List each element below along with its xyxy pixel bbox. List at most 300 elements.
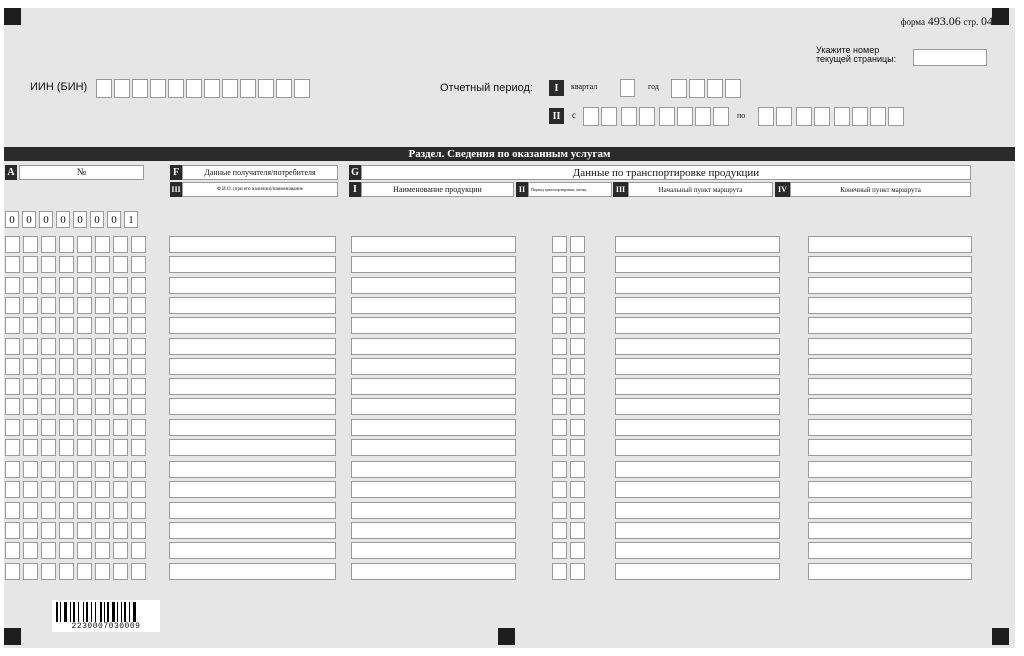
row-number-cell[interactable] [113, 481, 128, 498]
row-number-cell[interactable] [41, 236, 56, 253]
row-number-cell[interactable] [95, 338, 110, 355]
row-number-cell[interactable] [5, 398, 20, 415]
row-number-cell[interactable] [23, 338, 38, 355]
row-number-cell[interactable] [23, 297, 38, 314]
row-number-cell[interactable] [23, 317, 38, 334]
row-number-cell[interactable] [41, 297, 56, 314]
product-name-input[interactable] [351, 439, 516, 456]
transport-month-cell[interactable] [552, 481, 567, 498]
iin-digit-cell[interactable] [204, 79, 220, 98]
row-number-cell[interactable] [77, 277, 92, 294]
row-number-cell[interactable] [131, 256, 146, 273]
transport-month-cell[interactable] [552, 338, 567, 355]
row-number-cell[interactable] [113, 317, 128, 334]
iin-digit-cell[interactable] [276, 79, 292, 98]
row-number-cell[interactable] [113, 256, 128, 273]
row-number-cell[interactable] [23, 563, 38, 580]
transport-month-cell[interactable] [552, 419, 567, 436]
row-number-cell[interactable] [113, 419, 128, 436]
row-number-cell[interactable] [77, 236, 92, 253]
recipient-name-input[interactable] [169, 277, 336, 294]
barcode-bar [78, 602, 79, 622]
route-start-input[interactable] [615, 502, 780, 519]
row-number-cell[interactable] [95, 317, 110, 334]
row-number-cell[interactable] [23, 236, 38, 253]
row-number-cell[interactable] [41, 461, 56, 478]
row-number-cell[interactable] [5, 563, 20, 580]
date-to-digit-cell[interactable] [758, 107, 774, 126]
route-start-input[interactable] [615, 522, 780, 539]
row-number-cell[interactable] [131, 297, 146, 314]
route-start-input[interactable] [615, 419, 780, 436]
route-start-input[interactable] [615, 481, 780, 498]
row-number-cell[interactable] [77, 542, 92, 559]
date-from-digit-cell[interactable] [639, 107, 655, 126]
row-number-cell[interactable] [23, 378, 38, 395]
row-number-cell[interactable] [113, 398, 128, 415]
product-name-input[interactable] [351, 378, 516, 395]
row-number-cell[interactable] [77, 297, 92, 314]
year-digit-cell[interactable] [689, 79, 705, 98]
route-end-input[interactable] [808, 358, 972, 375]
row-number-cell[interactable] [41, 522, 56, 539]
date-from-digit-cell[interactable] [659, 107, 675, 126]
transport-month-cell[interactable] [570, 398, 585, 415]
date-from-digit-cell[interactable] [677, 107, 693, 126]
route-start-input[interactable] [615, 277, 780, 294]
date-to-digit-cell[interactable] [814, 107, 830, 126]
row-number-cell[interactable] [113, 439, 128, 456]
route-start-input[interactable] [615, 317, 780, 334]
row-number-cell[interactable] [5, 317, 20, 334]
row-number-cell[interactable] [113, 378, 128, 395]
transport-month-cell[interactable] [570, 542, 585, 559]
route-end-input[interactable] [808, 461, 972, 478]
row-number-cell[interactable] [5, 277, 20, 294]
year-digit-cell[interactable] [725, 79, 741, 98]
row-number-cell[interactable] [23, 481, 38, 498]
column-g-tag: G [349, 165, 361, 180]
row-number-cell[interactable] [5, 338, 20, 355]
row-number-cell[interactable] [77, 358, 92, 375]
product-name-input[interactable] [351, 297, 516, 314]
recipient-name-input[interactable] [169, 419, 336, 436]
barcode-bar [56, 602, 58, 622]
row-number-cell[interactable] [131, 461, 146, 478]
row-number-cell[interactable] [23, 522, 38, 539]
transport-month-cell[interactable] [570, 439, 585, 456]
row-number-cell[interactable] [41, 502, 56, 519]
route-end-input[interactable] [808, 277, 972, 294]
row-number-cell[interactable] [77, 563, 92, 580]
row-number-cell[interactable] [77, 378, 92, 395]
product-name-input[interactable] [351, 563, 516, 580]
date-to-digit-cell[interactable] [870, 107, 886, 126]
product-name-input[interactable] [351, 398, 516, 415]
transport-month-cell[interactable] [552, 256, 567, 273]
route-end-input[interactable] [808, 481, 972, 498]
recipient-name-input[interactable] [169, 398, 336, 415]
row-number-cell[interactable] [131, 563, 146, 580]
row-number-digit: 0 [73, 211, 87, 228]
form-sheet [4, 8, 1015, 648]
product-name-input[interactable] [351, 256, 516, 273]
date-from-digit-cell[interactable] [621, 107, 637, 126]
route-start-input[interactable] [615, 338, 780, 355]
transport-month-cell[interactable] [552, 522, 567, 539]
row-number-cell[interactable] [77, 419, 92, 436]
row-number-cell[interactable] [59, 378, 74, 395]
row-number-cell[interactable] [77, 398, 92, 415]
row-number-cell[interactable] [77, 317, 92, 334]
column-g-header: Данные по транспортировке продукции [361, 165, 971, 180]
row-number-cell[interactable] [23, 542, 38, 559]
recipient-name-input[interactable] [169, 522, 336, 539]
row-number-cell[interactable] [95, 419, 110, 436]
column-a-header: № [19, 165, 144, 180]
route-end-input[interactable] [808, 317, 972, 334]
row-number-cell[interactable] [113, 563, 128, 580]
row-number-cell[interactable] [59, 338, 74, 355]
transport-month-cell[interactable] [552, 358, 567, 375]
row-number-cell[interactable] [23, 256, 38, 273]
route-end-input[interactable] [808, 236, 972, 253]
row-number-cell[interactable] [95, 398, 110, 415]
row-number-cell[interactable] [113, 277, 128, 294]
row-number-digit: 0 [22, 211, 36, 228]
row-number-cell[interactable] [59, 481, 74, 498]
route-end-input[interactable] [808, 439, 972, 456]
row-number-cell[interactable] [95, 236, 110, 253]
product-name-input[interactable] [351, 542, 516, 559]
recipient-name-input[interactable] [169, 481, 336, 498]
row-number-cell[interactable] [113, 502, 128, 519]
row-number-cell[interactable] [131, 317, 146, 334]
route-start-input[interactable] [615, 542, 780, 559]
row-number-cell[interactable] [113, 358, 128, 375]
row-number-cell[interactable] [95, 439, 110, 456]
period-tag-range: II [549, 108, 564, 124]
transport-month-cell[interactable] [552, 439, 567, 456]
recipient-name-input[interactable] [169, 317, 336, 334]
row-number-cell[interactable] [5, 297, 20, 314]
route-start-input[interactable] [615, 398, 780, 415]
year-digit-cell[interactable] [671, 79, 687, 98]
iin-digit-cell[interactable] [222, 79, 238, 98]
recipient-name-input[interactable] [169, 338, 336, 355]
row-number-cell[interactable] [5, 481, 20, 498]
route-end-input[interactable] [808, 338, 972, 355]
recipient-name-input[interactable] [169, 378, 336, 395]
date-to-digit-cell[interactable] [796, 107, 812, 126]
row-number-cell[interactable] [41, 277, 56, 294]
row-number-cell[interactable] [113, 542, 128, 559]
row-number-cell[interactable] [131, 419, 146, 436]
barcode-bar [91, 602, 92, 622]
recipient-name-input[interactable] [169, 236, 336, 253]
quarter-input[interactable] [620, 79, 635, 97]
transport-month-cell[interactable] [570, 461, 585, 478]
recipient-name-input[interactable] [169, 461, 336, 478]
route-start-input[interactable] [615, 563, 780, 580]
iin-digit-cell[interactable] [258, 79, 274, 98]
row-number-cell[interactable] [113, 236, 128, 253]
barcode-bar [95, 602, 96, 622]
row-number-cell[interactable] [59, 563, 74, 580]
transport-month-cell[interactable] [570, 338, 585, 355]
transport-month-cell[interactable] [552, 542, 567, 559]
row-number-cell[interactable] [95, 502, 110, 519]
route-end-input[interactable] [808, 256, 972, 273]
row-number-cell[interactable] [23, 277, 38, 294]
route-start-input[interactable] [615, 378, 780, 395]
recipient-name-input[interactable] [169, 256, 336, 273]
row-number-cell[interactable] [41, 317, 56, 334]
product-name-input[interactable] [351, 502, 516, 519]
row-number-cell[interactable] [23, 419, 38, 436]
date-to-digit-cell[interactable] [834, 107, 850, 126]
row-number-cell[interactable] [59, 256, 74, 273]
row-number-cell[interactable] [131, 398, 146, 415]
recipient-name-input[interactable] [169, 563, 336, 580]
recipient-name-input[interactable] [169, 542, 336, 559]
row-number-cell[interactable] [131, 439, 146, 456]
recipient-name-input[interactable] [169, 358, 336, 375]
row-number-cell[interactable] [131, 542, 146, 559]
row-number-cell[interactable] [59, 358, 74, 375]
date-from-digit-cell[interactable] [713, 107, 729, 126]
route-end-input[interactable] [808, 378, 972, 395]
date-to-digit-cell[interactable] [852, 107, 868, 126]
date-from-digit-cell[interactable] [695, 107, 711, 126]
row-number-cell[interactable] [77, 439, 92, 456]
product-name-input[interactable] [351, 277, 516, 294]
row-number-cell[interactable] [41, 398, 56, 415]
route-start-input[interactable] [615, 439, 780, 456]
transport-month-cell[interactable] [552, 277, 567, 294]
row-number-cell[interactable] [5, 542, 20, 559]
row-number-cell[interactable] [5, 378, 20, 395]
route-start-input[interactable] [615, 256, 780, 273]
row-number-cell[interactable] [77, 338, 92, 355]
transport-month-cell[interactable] [552, 236, 567, 253]
date-to-digit-cell[interactable] [776, 107, 792, 126]
recipient-name-input[interactable] [169, 297, 336, 314]
from-label: с [572, 110, 576, 120]
date-from-digit-cell[interactable] [583, 107, 599, 126]
row-number-cell[interactable] [23, 439, 38, 456]
row-number-cell[interactable] [41, 358, 56, 375]
recipient-name-input[interactable] [169, 502, 336, 519]
iin-digit-cell[interactable] [240, 79, 256, 98]
transport-month-cell[interactable] [570, 236, 585, 253]
transport-month-cell[interactable] [570, 297, 585, 314]
row-number-cell[interactable] [59, 502, 74, 519]
product-name-input[interactable] [351, 419, 516, 436]
transport-month-cell[interactable] [552, 502, 567, 519]
route-start-input[interactable] [615, 236, 780, 253]
transport-month-cell[interactable] [570, 317, 585, 334]
transport-month-cell[interactable] [570, 378, 585, 395]
row-number-cell[interactable] [59, 522, 74, 539]
transport-month-cell[interactable] [570, 481, 585, 498]
route-start-input[interactable] [615, 461, 780, 478]
transport-month-cell[interactable] [570, 419, 585, 436]
row-number-cell[interactable] [23, 398, 38, 415]
row-number-cell[interactable] [59, 542, 74, 559]
row-number-cell[interactable] [131, 378, 146, 395]
product-name-input[interactable] [351, 522, 516, 539]
row-number-cell[interactable] [59, 236, 74, 253]
row-number-cell[interactable] [59, 461, 74, 478]
row-number-cell[interactable] [5, 522, 20, 539]
product-name-input[interactable] [351, 481, 516, 498]
transport-month-cell[interactable] [570, 563, 585, 580]
row-number-cell[interactable] [131, 277, 146, 294]
barcode-bars [56, 602, 156, 622]
row-number-cell[interactable] [41, 256, 56, 273]
transport-month-cell[interactable] [552, 297, 567, 314]
product-name-input[interactable] [351, 338, 516, 355]
page-number: 04 [981, 14, 993, 28]
row-number-cell[interactable] [41, 439, 56, 456]
route-end-input[interactable] [808, 563, 972, 580]
row-number-cell[interactable] [41, 481, 56, 498]
row-number-cell[interactable] [23, 358, 38, 375]
row-number-cell[interactable] [5, 439, 20, 456]
transport-month-cell[interactable] [570, 277, 585, 294]
transport-month-cell[interactable] [552, 398, 567, 415]
row-number-cell[interactable] [5, 236, 20, 253]
row-number-cell[interactable] [41, 338, 56, 355]
row-number-cell[interactable] [41, 563, 56, 580]
row-number-cell[interactable] [5, 358, 20, 375]
iin-digit-cell[interactable] [186, 79, 202, 98]
transport-month-cell[interactable] [570, 502, 585, 519]
row-number-cell[interactable] [95, 358, 110, 375]
row-number-cell[interactable] [131, 236, 146, 253]
row-number-cell[interactable] [5, 419, 20, 436]
product-name-input[interactable] [351, 236, 516, 253]
row-number-cell[interactable] [5, 502, 20, 519]
row-number-cell[interactable] [77, 256, 92, 273]
iin-digit-cell[interactable] [132, 79, 148, 98]
row-number-cell[interactable] [113, 461, 128, 478]
iin-digit-cell[interactable] [150, 79, 166, 98]
transport-month-cell[interactable] [552, 563, 567, 580]
route-end-input[interactable] [808, 522, 972, 539]
row-number-cell[interactable] [95, 461, 110, 478]
row-number-cell[interactable] [95, 297, 110, 314]
column-f-header: Данные получателя/потребителя [182, 165, 338, 180]
row-number-cell[interactable] [131, 338, 146, 355]
row-number-cell[interactable] [5, 461, 20, 478]
route-end-input[interactable] [808, 419, 972, 436]
row-number-cell[interactable] [59, 317, 74, 334]
iin-digit-cell[interactable] [96, 79, 112, 98]
row-number-cell[interactable] [131, 358, 146, 375]
row-number-cell[interactable] [131, 522, 146, 539]
date-from-digit-cell[interactable] [601, 107, 617, 126]
row-number-cell[interactable] [59, 297, 74, 314]
iin-label: ИИН (БИН) [30, 81, 88, 93]
row-number-cell[interactable] [41, 378, 56, 395]
row-number-digit: 1 [124, 211, 138, 228]
row-number-cell[interactable] [95, 256, 110, 273]
row-number-cell[interactable] [59, 398, 74, 415]
product-name-input[interactable] [351, 317, 516, 334]
section-title-bar [4, 147, 1015, 161]
row-number-cell[interactable] [113, 522, 128, 539]
row-number-cell[interactable] [77, 461, 92, 478]
row-number-cell[interactable] [59, 419, 74, 436]
column-a-tag: A [5, 165, 17, 180]
row-number-cell[interactable] [95, 563, 110, 580]
row-number-cell[interactable] [23, 461, 38, 478]
date-to-digit-cell[interactable] [888, 107, 904, 126]
row-number-cell[interactable] [41, 542, 56, 559]
row-number-cell[interactable] [23, 502, 38, 519]
product-name-input[interactable] [351, 461, 516, 478]
barcode-bar [60, 602, 61, 622]
transport-month-cell[interactable] [570, 256, 585, 273]
form-label: форма [900, 17, 925, 27]
row-number-cell[interactable] [41, 419, 56, 436]
row-number-cell[interactable] [77, 481, 92, 498]
route-start-input[interactable] [615, 297, 780, 314]
barcode-bar [117, 602, 118, 622]
barcode-bar [133, 602, 136, 622]
row-number-cell[interactable] [95, 542, 110, 559]
column-g2-header: Период транспортировки, месяц [528, 182, 612, 197]
row-number-cell[interactable] [95, 481, 110, 498]
transport-month-cell[interactable] [552, 378, 567, 395]
row-number-cell[interactable] [95, 277, 110, 294]
current-page-prompt: Укажите номер текущей страницы: [816, 45, 897, 64]
route-start-input[interactable] [615, 358, 780, 375]
row-number-cell[interactable] [95, 522, 110, 539]
route-end-input[interactable] [808, 297, 972, 314]
column-f-tag: F [170, 165, 182, 180]
row-number-cell[interactable] [5, 256, 20, 273]
year-digit-cell[interactable] [707, 79, 723, 98]
route-end-input[interactable] [808, 398, 972, 415]
row-number-cell[interactable] [95, 378, 110, 395]
row-number-cell[interactable] [77, 522, 92, 539]
route-end-input[interactable] [808, 542, 972, 559]
period-tag-quarter: I [549, 80, 564, 96]
route-end-input[interactable] [808, 502, 972, 519]
row-number-cell[interactable] [59, 439, 74, 456]
iin-digit-cell[interactable] [168, 79, 184, 98]
transport-month-cell[interactable] [552, 317, 567, 334]
row-number-cell[interactable] [131, 502, 146, 519]
current-page-input[interactable] [913, 49, 987, 66]
iin-digit-cell[interactable] [114, 79, 130, 98]
transport-month-cell[interactable] [570, 522, 585, 539]
row-number-cell[interactable] [113, 338, 128, 355]
row-number-cell[interactable] [113, 297, 128, 314]
row-number-cell[interactable] [77, 502, 92, 519]
row-number-cell[interactable] [131, 481, 146, 498]
column-g4-header: Конечный пункт маршрута [790, 182, 971, 197]
product-name-input[interactable] [351, 358, 516, 375]
iin-digit-cell[interactable] [294, 79, 310, 98]
transport-month-cell[interactable] [552, 461, 567, 478]
transport-month-cell[interactable] [570, 358, 585, 375]
recipient-name-input[interactable] [169, 439, 336, 456]
row-number-cell[interactable] [59, 277, 74, 294]
